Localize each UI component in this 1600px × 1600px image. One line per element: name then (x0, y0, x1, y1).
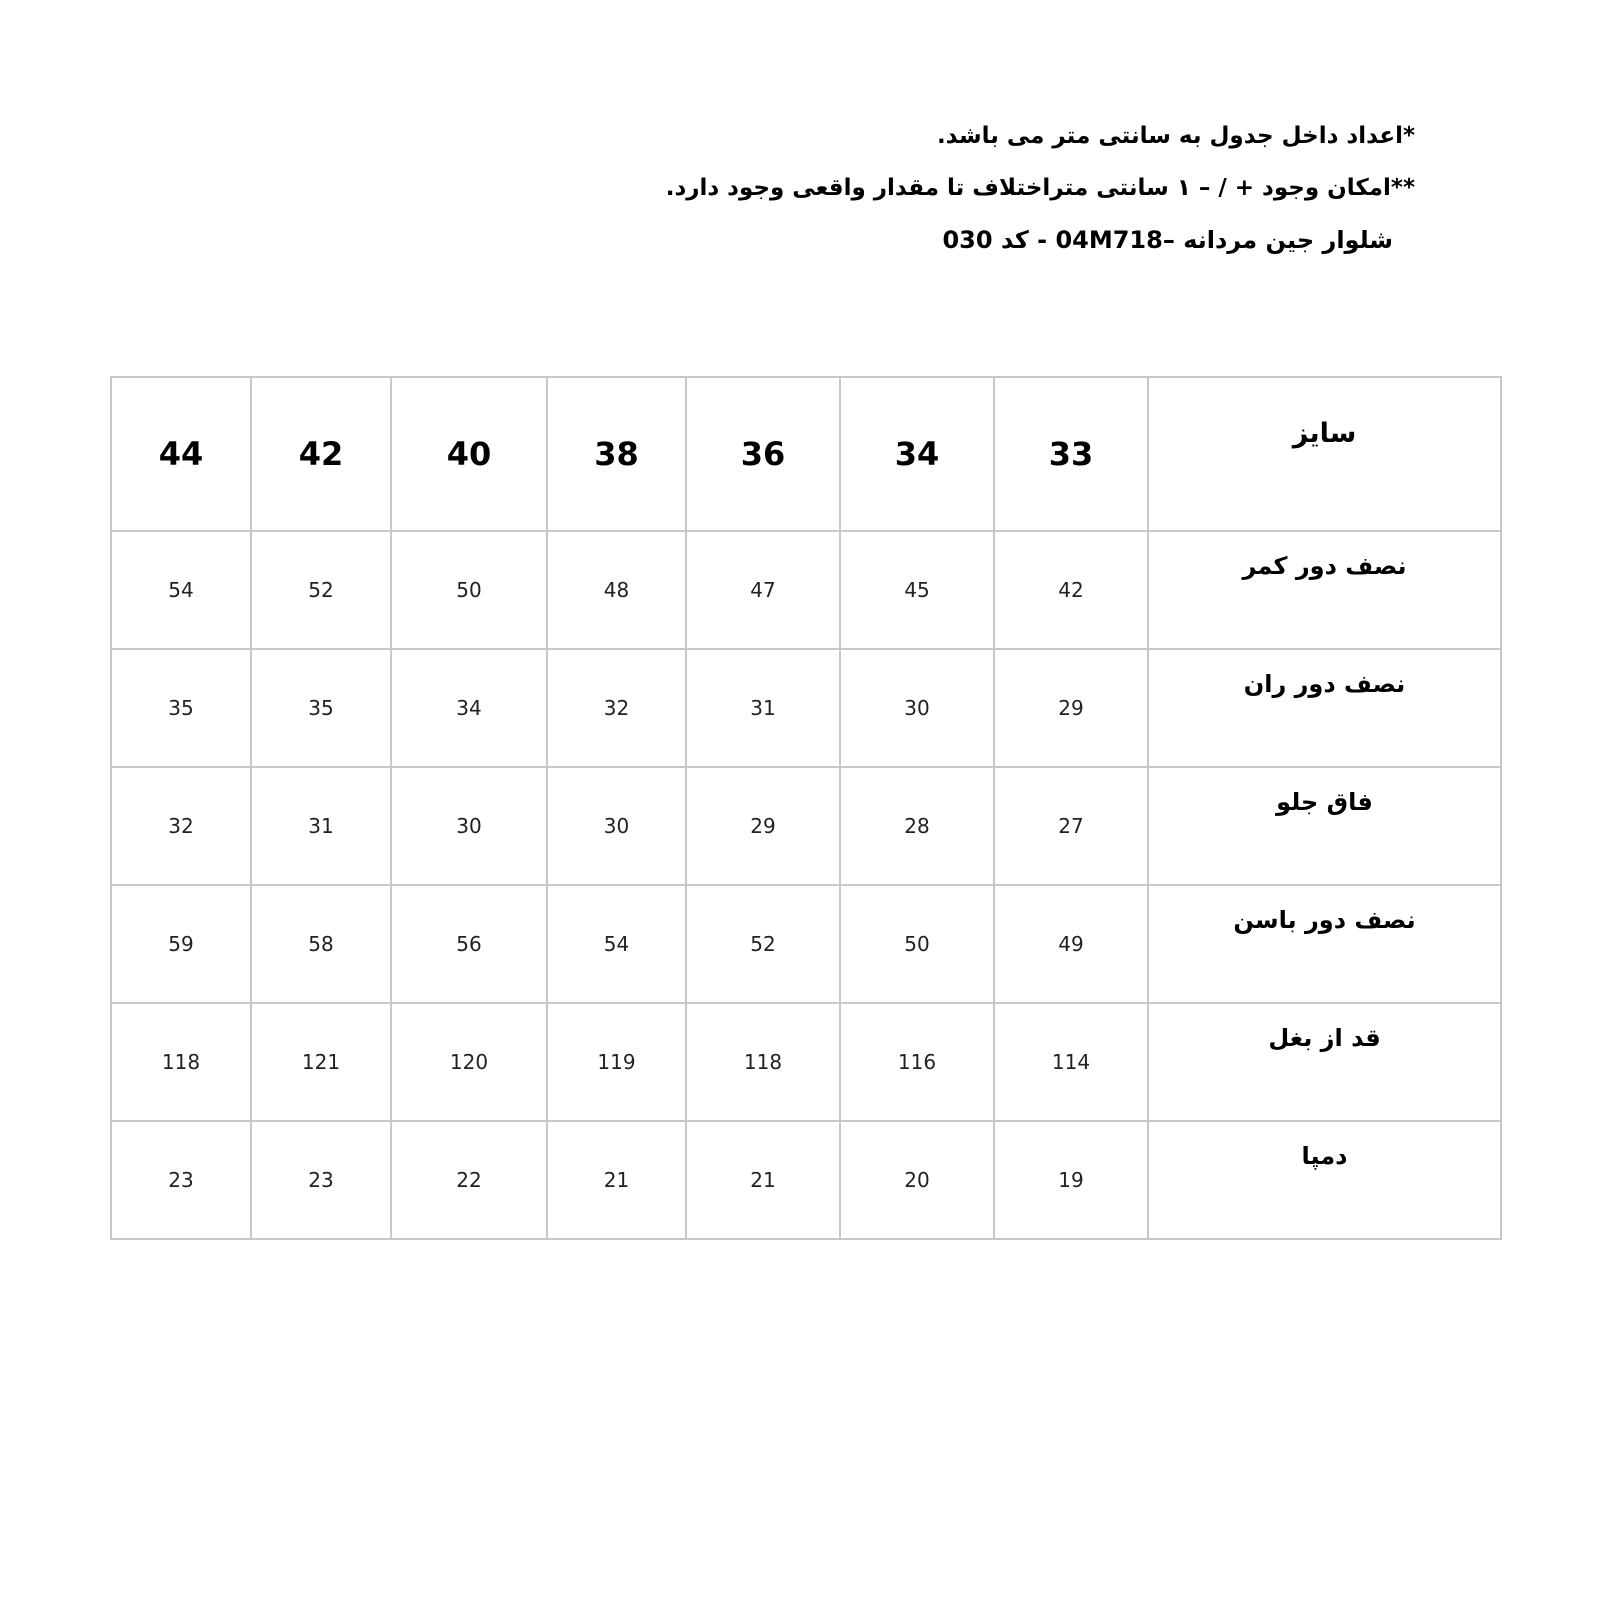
table-cell: 30 (547, 767, 686, 885)
table-cell: 22 (391, 1121, 547, 1239)
table-cell: 35 (251, 649, 391, 767)
table-cell: 35 (111, 649, 251, 767)
table-cell: 23 (111, 1121, 251, 1239)
table-cell: 48 (547, 531, 686, 649)
table-cell: 59 (111, 885, 251, 1003)
size-header-cell: 38 (547, 377, 686, 531)
table-cell: 32 (547, 649, 686, 767)
product-title: شلوار جین مردانه –04M718 - کد 030 (942, 226, 1393, 254)
size-header-cell: 34 (840, 377, 994, 531)
size-header-cell: 36 (686, 377, 840, 531)
table-cell: 42 (994, 531, 1148, 649)
unit-note: *اعداد داخل جدول به سانتی متر می باشد. (936, 123, 1415, 149)
table-cell: 29 (994, 649, 1148, 767)
table-cell: 121 (251, 1003, 391, 1121)
size-header-cell: 33 (994, 377, 1148, 531)
table-cell: 31 (251, 767, 391, 885)
row-label: نصف دور ران (1148, 649, 1501, 767)
tolerance-note: **امکان وجود + / – ۱ سانتی متراختلاف تا مقدار واقعی وجود دارد. (665, 175, 1415, 201)
table-cell: 49 (994, 885, 1148, 1003)
table-row (111, 649, 1501, 767)
table-cell: 119 (547, 1003, 686, 1121)
size-header-label: سایز (1148, 377, 1501, 531)
table-cell: 52 (251, 531, 391, 649)
table-cell: 118 (111, 1003, 251, 1121)
size-header-cell: 42 (251, 377, 391, 531)
row-label: فاق جلو (1148, 767, 1501, 885)
table-row (111, 1003, 1501, 1121)
row-label: نصف دور کمر (1148, 531, 1501, 649)
size-chart-table (110, 376, 1502, 1240)
table-cell: 27 (994, 767, 1148, 885)
table-cell: 54 (111, 531, 251, 649)
size-header-cell: 44 (111, 377, 251, 531)
table-cell: 32 (111, 767, 251, 885)
table-cell: 54 (547, 885, 686, 1003)
table-row (111, 531, 1501, 649)
size-header-cell: 40 (391, 377, 547, 531)
table-cell: 21 (686, 1121, 840, 1239)
table-cell: 56 (391, 885, 547, 1003)
table-cell: 34 (391, 649, 547, 767)
table-cell: 21 (547, 1121, 686, 1239)
table-cell: 29 (686, 767, 840, 885)
row-label: دمپا (1148, 1121, 1501, 1239)
table-cell: 23 (251, 1121, 391, 1239)
table-cell: 31 (686, 649, 840, 767)
table-cell: 19 (994, 1121, 1148, 1239)
table-cell: 20 (840, 1121, 994, 1239)
table-cell: 28 (840, 767, 994, 885)
table-cell: 114 (994, 1003, 1148, 1121)
table-cell: 58 (251, 885, 391, 1003)
table-cell: 50 (391, 531, 547, 649)
table-cell: 116 (840, 1003, 994, 1121)
table-cell: 45 (840, 531, 994, 649)
table-cell: 30 (391, 767, 547, 885)
row-label: قد از بغل (1148, 1003, 1501, 1121)
notes-block (615, 110, 1415, 266)
header-row (111, 377, 1501, 531)
table-cell: 118 (686, 1003, 840, 1121)
table-cell: 30 (840, 649, 994, 767)
row-label: نصف دور باسن (1148, 885, 1501, 1003)
table-cell: 52 (686, 885, 840, 1003)
table-cell: 120 (391, 1003, 547, 1121)
table-row (111, 885, 1501, 1003)
table-row (111, 1121, 1501, 1239)
table-row (111, 767, 1501, 885)
table-cell: 47 (686, 531, 840, 649)
table-cell: 50 (840, 885, 994, 1003)
